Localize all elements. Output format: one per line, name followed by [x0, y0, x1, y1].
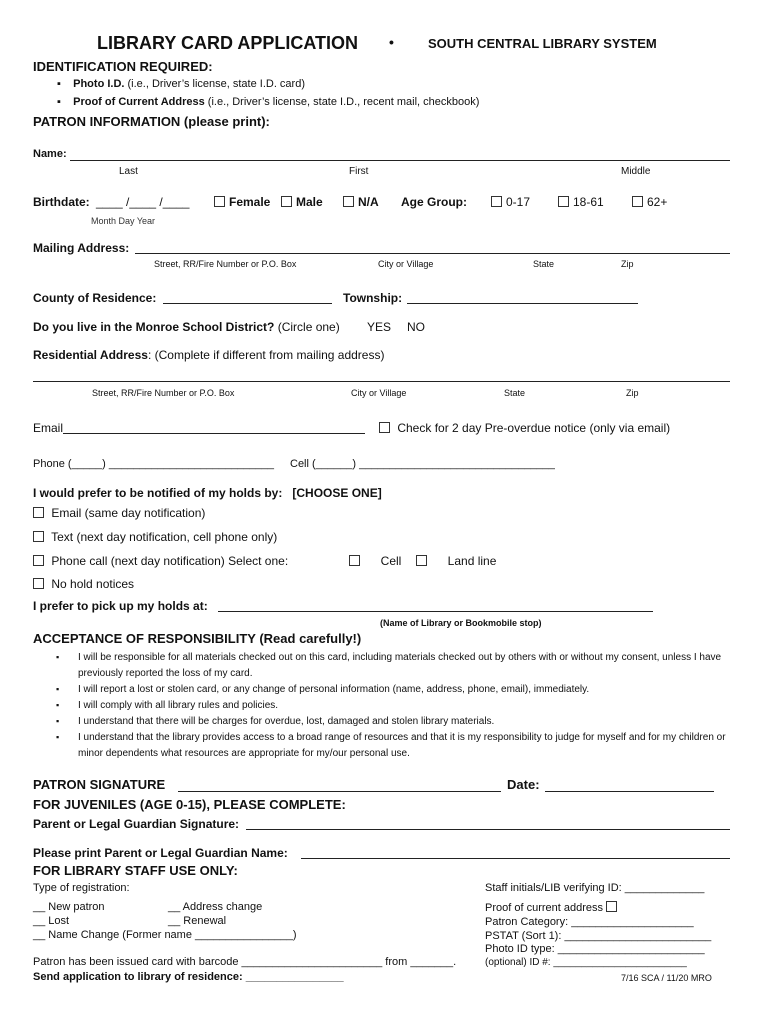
reg-name-change[interactable]: __ Name Change (Former name ________________) [33, 929, 297, 941]
name-input-line[interactable] [70, 160, 730, 161]
acceptance-item-4: I understand that there will be charges for overdue, lost, damaged and stolen library materials. [78, 716, 495, 727]
hold-option-email[interactable]: Email (same day notification) [33, 506, 205, 520]
name-sub-last: Last [119, 166, 138, 177]
patron-signature-line[interactable] [178, 791, 501, 792]
acceptance-item-5: I understand that the library provides access to a broad range of resources and that it is my responsibility to judge for myself and for my children or minor dependents what resources are appropriate for my/our personal use. [78, 732, 726, 759]
gender-na[interactable]: N/A [343, 195, 379, 209]
mailing-sub-state: State [533, 259, 555, 269]
reg-lost[interactable]: __ Lost [33, 915, 70, 927]
id-item-address-detail: (i.e., Driver’s license, state I.D., recent mail, checkbook) [204, 96, 480, 108]
proof-address-checkbox[interactable] [606, 901, 617, 912]
id-item-address: ▪ Proof of Current Address (i.e., Driver’s license, state I.D., recent mail, checkbook) [57, 96, 480, 108]
hold-text-checkbox[interactable] [33, 531, 44, 542]
id-item-address-label: Proof of Current Address [73, 96, 205, 108]
residential-address-label: Residential Address: (Complete if different from mailing address) [33, 348, 385, 362]
age-group-label: Age Group: [401, 195, 467, 209]
library-system-name: SOUTH CENTRAL LIBRARY SYSTEM [428, 36, 657, 51]
name-sub-first: First [349, 166, 369, 177]
na-checkbox[interactable] [343, 196, 354, 207]
male-checkbox[interactable] [281, 196, 292, 207]
birthdate-input[interactable]: ____ /____ /____ [96, 195, 190, 209]
mailing-address-label: Mailing Address: [33, 241, 130, 255]
registration-type-label: Type of registration: [33, 882, 130, 894]
name-label: Name: [33, 148, 67, 160]
acceptance-item-3: I will comply with all library rules and policies. [78, 700, 279, 711]
hold-option-text[interactable]: Text (next day notification, cell phone only) [33, 530, 277, 544]
acceptance-item-1: I will be responsible for all materials checked out on this card, including materials checked out by others with or without my consent, unless I have previously reported the loss of my card. [78, 652, 722, 679]
guardian-signature-label: Parent or Legal Guardian Signature: [33, 817, 240, 831]
age-18-61-checkbox[interactable] [558, 196, 569, 207]
female-checkbox[interactable] [214, 196, 225, 207]
acceptance-item-2: I will report a lost or stolen card, or any change of personal information (name, address, phone, email), immediately. [78, 684, 590, 695]
acceptance-heading: ACCEPTANCE OF RESPONSIBILITY (Read carefully!) [33, 631, 362, 646]
birthdate-sub: Month Day Year [91, 216, 156, 226]
monroe-no[interactable]: NO [407, 320, 425, 334]
patron-signature-label: PATRON SIGNATURE [33, 777, 166, 792]
hold-none-checkbox[interactable] [33, 578, 44, 589]
guardian-name-label: Please print Parent or Legal Guardian Name: [33, 846, 288, 860]
pickup-sub: (Name of Library or Bookmobile stop) [380, 618, 542, 628]
residential-address-line[interactable] [33, 381, 730, 382]
preoverdue-option[interactable]: Check for 2 day Pre-overdue notice (only via email) [379, 421, 670, 435]
preoverdue-checkbox[interactable] [379, 422, 390, 433]
email-label: Email [33, 421, 64, 435]
residential-sub-zip: Zip [626, 388, 639, 398]
photo-id-type[interactable]: Photo ID type: ________________________ [485, 943, 705, 955]
age-0-17-checkbox[interactable] [491, 196, 502, 207]
acceptance-bullet: ▪ [56, 684, 60, 694]
patron-info-heading: PATRON INFORMATION (please print): [33, 114, 270, 129]
guardian-signature-line[interactable] [246, 829, 730, 830]
pickup-label: I prefer to pick up my holds at: [33, 599, 208, 613]
residential-sub-street: Street, RR/Fire Number or P.O. Box [92, 388, 235, 398]
header-bullet: • [389, 34, 394, 50]
acceptance-bullet: ▪ [56, 652, 60, 662]
cell-field[interactable]: Cell (______) ________________________________ [290, 458, 555, 470]
mailing-address-line[interactable] [135, 253, 730, 254]
hold-option-phone[interactable]: Phone call (next day notification) Select one: [33, 554, 288, 568]
email-input-line[interactable] [63, 433, 365, 434]
reg-new-patron[interactable]: __ New patron [33, 901, 105, 913]
date-input-line[interactable] [545, 791, 714, 792]
juveniles-heading: FOR JUVENILES (AGE 0-15), PLEASE COMPLETE: [33, 797, 346, 812]
guardian-name-line[interactable] [301, 858, 730, 859]
mailing-sub-zip: Zip [621, 259, 634, 269]
cell-checkbox[interactable] [349, 555, 360, 566]
residential-sub-state: State [504, 388, 526, 398]
birthdate-label: Birthdate: [33, 195, 90, 209]
age-62-plus-checkbox[interactable] [632, 196, 643, 207]
age-62-plus[interactable]: 62+ [632, 195, 667, 209]
hold-option-none[interactable]: No hold notices [33, 577, 134, 591]
date-label: Date: [507, 777, 540, 792]
hold-email-checkbox[interactable] [33, 507, 44, 518]
phone-type-cell[interactable]: Cell [349, 554, 401, 568]
barcode-line[interactable]: Patron has been issued card with barcode _______________________ from _______. [33, 956, 457, 968]
acceptance-bullet: ▪ [56, 700, 60, 710]
send-application-blank[interactable]: ________________ [245, 971, 344, 983]
gender-female[interactable]: Female [214, 195, 270, 209]
pickup-input-line[interactable] [218, 611, 653, 612]
residential-sub-city: City or Village [351, 388, 407, 398]
staff-initials[interactable]: Staff initials/LIB verifying ID: _____________ [485, 882, 705, 894]
form-code: 7/16 SCA / 11/20 MRO [621, 973, 712, 983]
send-application-label: Send application to library of residence: ________________ [33, 971, 344, 983]
mailing-sub-street: Street, RR/Fire Number or P.O. Box [154, 259, 297, 269]
id-item-photo-detail: (i.e., Driver’s license, state I.D. card) [124, 78, 305, 90]
phone-type-landline[interactable]: Land line [416, 554, 496, 568]
acceptance-bullet: ▪ [56, 732, 60, 742]
monroe-question: Do you live in the Monroe School District? (Circle one) [33, 320, 340, 334]
township-input-line[interactable] [407, 303, 638, 304]
county-label: County of Residence: [33, 291, 157, 305]
holds-question: I would prefer to be notified of my holds by: [CHOOSE ONE] [33, 486, 382, 500]
id-item-photo: ▪ Photo I.D. (i.e., Driver’s license, state I.D. card) [57, 78, 305, 90]
gender-male[interactable]: Male [281, 195, 323, 209]
township-label: Township: [343, 291, 403, 305]
id-item-photo-label: Photo I.D. [73, 78, 125, 90]
phone-field[interactable]: Phone (_____) ___________________________ [33, 458, 275, 470]
age-18-61[interactable]: 18-61 [558, 195, 604, 209]
county-input-line[interactable] [163, 303, 332, 304]
pstat[interactable]: PSTAT (Sort 1): ________________________ [485, 930, 712, 942]
optional-id-number[interactable]: (optional) ID #: ________________________ [485, 957, 687, 968]
acceptance-bullet: ▪ [56, 716, 60, 726]
name-sub-middle: Middle [621, 166, 651, 177]
mailing-sub-city: City or Village [378, 259, 434, 269]
hold-phone-checkbox[interactable] [33, 555, 44, 566]
reg-address-change[interactable]: __ Address change [168, 901, 263, 913]
form-title: LIBRARY CARD APPLICATION [97, 33, 358, 53]
staff-heading: FOR LIBRARY STAFF USE ONLY: [33, 863, 238, 878]
patron-category[interactable]: Patron Category: ____________________ [485, 916, 694, 928]
identification-heading: IDENTIFICATION REQUIRED: [33, 59, 213, 74]
proof-address[interactable]: Proof of current address [485, 901, 621, 914]
landline-checkbox[interactable] [416, 555, 427, 566]
monroe-yes[interactable]: YES [367, 320, 392, 334]
age-0-17[interactable]: 0-17 [491, 195, 530, 209]
reg-renewal[interactable]: __ Renewal [168, 915, 227, 927]
